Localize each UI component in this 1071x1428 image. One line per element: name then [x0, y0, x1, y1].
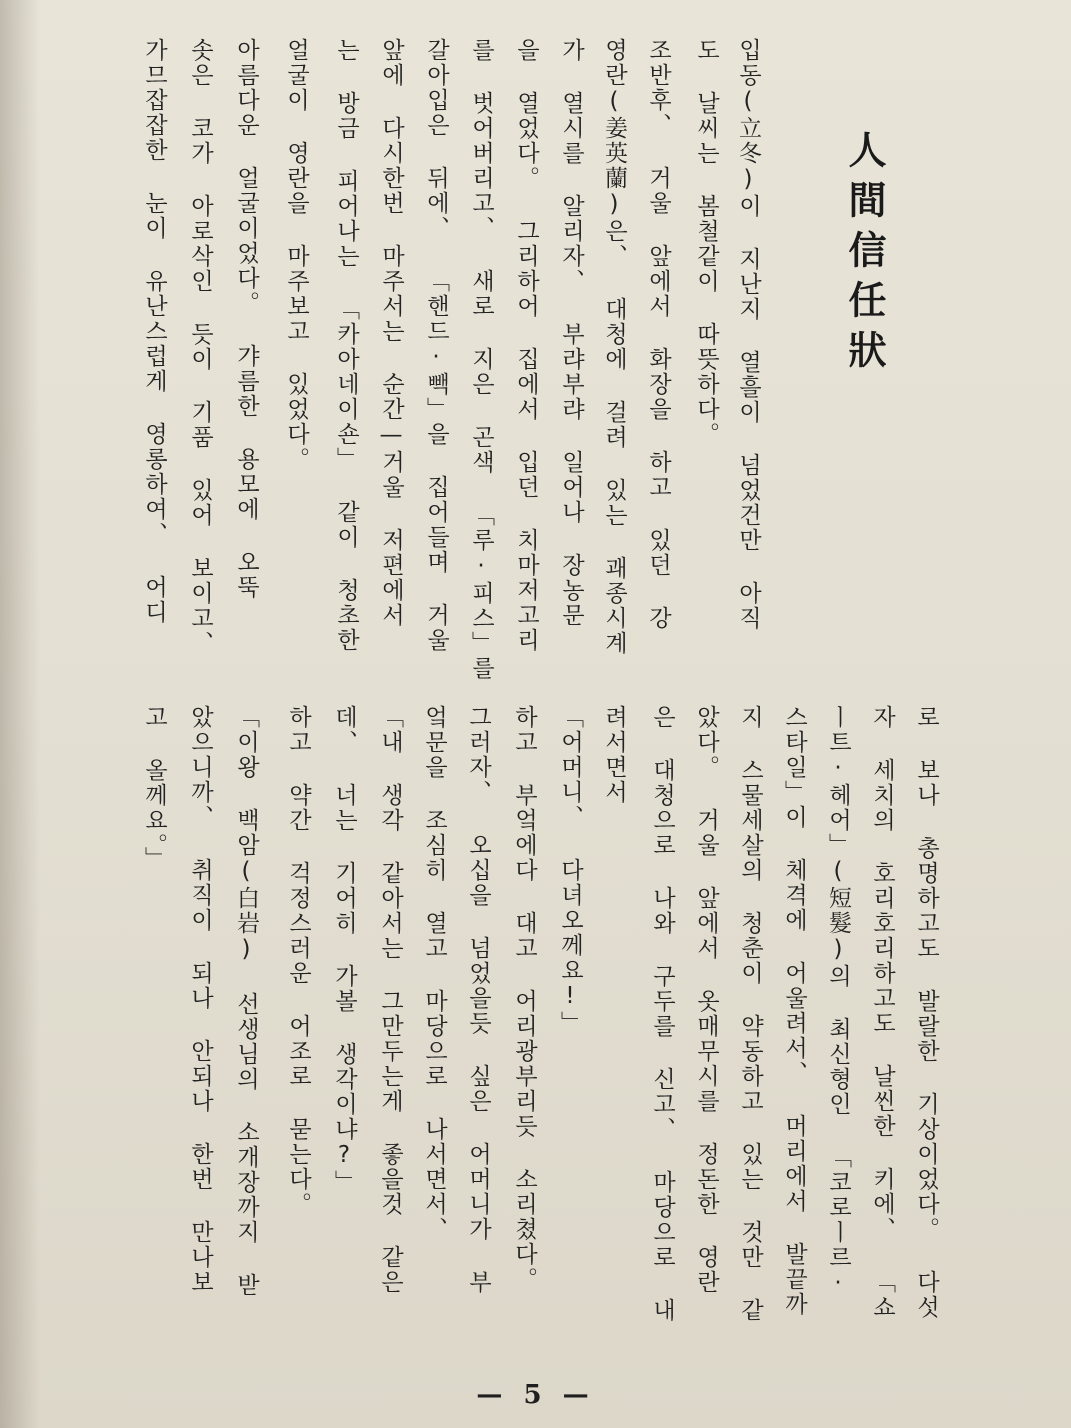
text-column: 가 열시를 알리자、 부랴부랴 일어나 장농문	[558, 38, 584, 628]
text-column: 그러자、 오십을 넘었을듯 싶은 어머니가 부	[465, 705, 491, 1295]
text-column: 았으니까、 취직이 되나 안되나 한번 만나보	[187, 705, 213, 1295]
text-column: 얼굴이 영란을 마주보고 있었다。	[283, 38, 309, 472]
page-number: — 5 —	[476, 1380, 595, 1410]
text-column: 입동(立冬)이 지난지 열흘이 넘었건만 아직	[735, 38, 761, 631]
chapter-title: 人間信任狀	[842, 130, 887, 380]
text-column: 갈아입은 뒤에、 「핸드·빽」을 집어들며 거울	[423, 38, 449, 653]
text-column: 솟은 코가 아로삭인 듯이 기품 있어 보이고、	[187, 38, 213, 656]
text-column: 로 보나 총명하고도 발랄한 기상이었다。 다섯	[913, 705, 939, 1320]
page-gutter-shadow	[0, 0, 40, 1428]
text-column: ㅣ트·헤어」(短髮)의 최신형인 「코로ㅣ르·	[825, 705, 851, 1298]
text-column: 을 열었다。 그리하어 집에서 입던 치마저고리	[513, 38, 539, 653]
text-column: 「어머니、 다녀오께요!」	[557, 705, 583, 1036]
text-column: 는 방금 피어나는 「카아네이숀」 같이 청초한	[333, 38, 359, 653]
text-column: 엌문을 조심히 열고 마당으로 나서면서、	[421, 705, 447, 1242]
text-column: 가므잡잡한 눈이 유난스럽게 영롱하여、 어디	[141, 38, 167, 625]
text-column: 아름다운 얼굴이었다。 갸름한 용모에 오뚝	[233, 38, 259, 600]
text-column: 고 올께요。」	[141, 705, 167, 872]
text-column: 자 세치의 호리호리하고도 날씬한 키에、 「쇼	[869, 705, 895, 1320]
text-column: 하고 약간 걱정스러운 어조로 묻는다。	[285, 705, 311, 1217]
text-column: 은 대청으로 나와 구두를 신고、 마당으로 내	[649, 705, 675, 1323]
text-column: 를 벗어버리고、 새로 지은 곤색 「루·피스」를	[468, 38, 494, 681]
text-column: 도 날씨는 봄철같이 따뜻하다。	[693, 38, 719, 447]
text-column: 려서면서	[601, 705, 627, 805]
text-column: 하고 부엌에다 대고 어리광부리듯 소리쳤다。	[511, 705, 537, 1292]
text-column: 「이왕 백암(白岩) 선생님의 소개장까지 받	[233, 705, 259, 1298]
text-column: 「내 생각 같아서는 그만두는게 좋을것 같은	[377, 705, 403, 1295]
text-column: 지 스물세살의 청춘이 약동하고 있는 것만 같	[737, 705, 763, 1323]
text-column: 스타일」이 체격에 어울려서、 머리에서 발끝까	[781, 705, 807, 1317]
text-column: 았다。 거울 앞에서 옷매무시를 정돈한 영란	[693, 705, 719, 1295]
text-column: 영란(姜英蘭)은、 대청에 걸려 있는 괘종시계	[601, 38, 627, 656]
text-column: 앞에 다시한번 마주서는 순간—거울 저편에서	[378, 38, 404, 628]
text-column: 조반후、 거울 앞에서 화장을 하고 있던 강	[645, 38, 671, 631]
text-column: 데、 너는 기어히 가볼 생각이냐?」	[331, 705, 357, 1195]
